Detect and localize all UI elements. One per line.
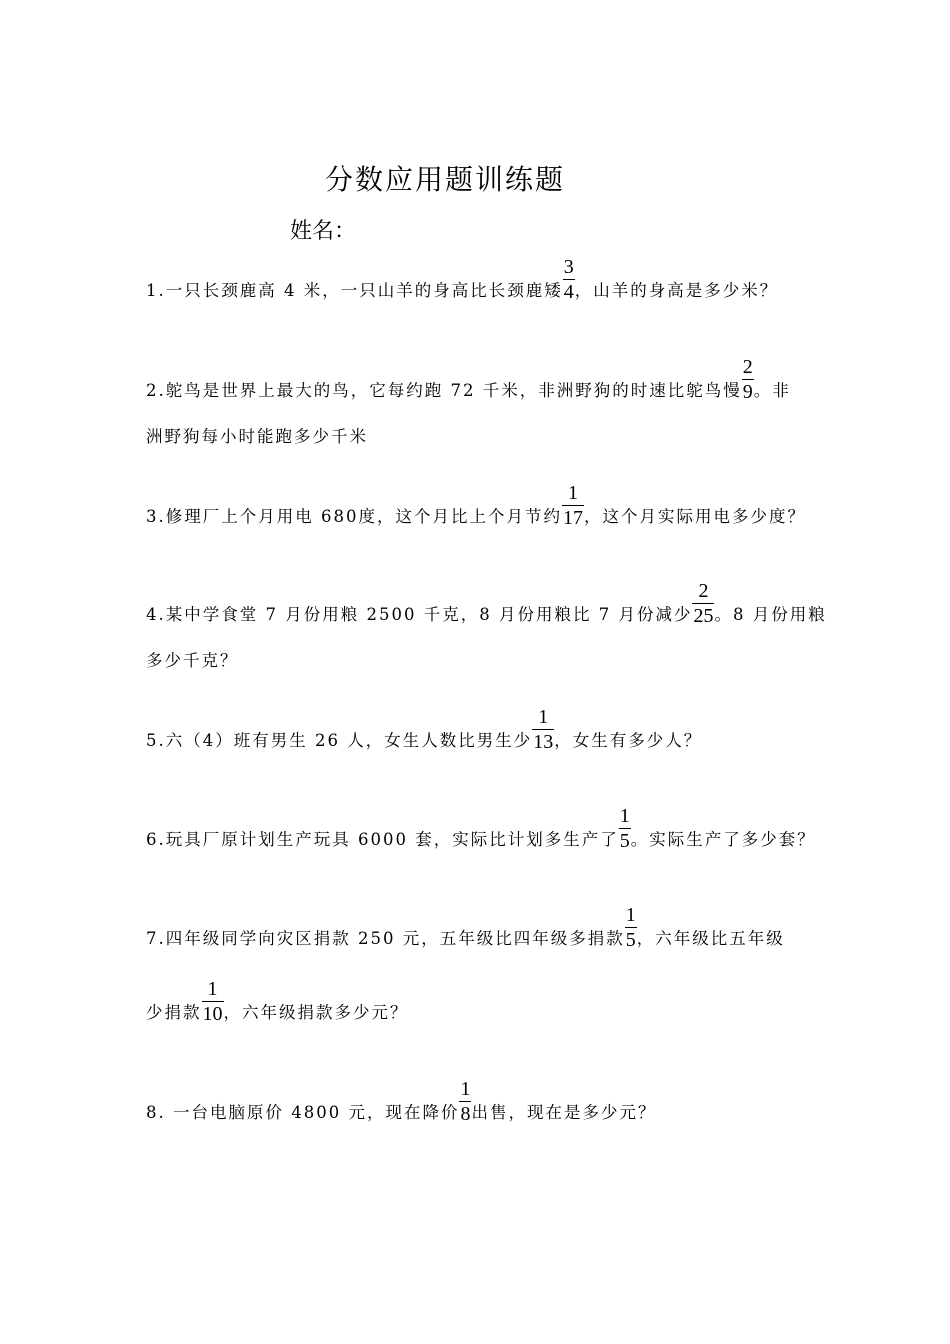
question-text: ，六年级捐款多少元？ — [223, 1003, 409, 1022]
question-3 — [146, 482, 816, 540]
question-text: 1.一只长颈鹿高 4 米，一只山羊的身高比长颈鹿矮 — [146, 281, 563, 300]
fraction-numerator: 2 — [692, 581, 714, 604]
fraction — [563, 256, 575, 314]
fraction-numerator: 1 — [562, 483, 584, 506]
question-text: 3.修理厂上个月用电 680度，这个月比上个月节约 — [146, 507, 562, 526]
question-text: 。非 — [753, 381, 791, 400]
question-text: 出售，现在是多少元？ — [471, 1103, 657, 1122]
fraction — [202, 978, 224, 1036]
question-line — [146, 580, 827, 638]
question-text: 4.某中学食堂 7 月份用粮 2500 千克，8 月份用粮比 7 月份减少 — [146, 605, 693, 624]
question-5 — [146, 706, 816, 764]
name-label: 姓名： — [290, 219, 357, 244]
question-line — [146, 978, 816, 1036]
fraction-numerator: 2 — [742, 356, 753, 378]
fraction-denominator: 4 — [563, 281, 574, 303]
question-continuation: 洲野狗每小时能跑多少千米 — [146, 427, 368, 446]
fraction — [459, 1078, 471, 1136]
question-line — [146, 356, 816, 414]
question-6 — [146, 805, 816, 863]
fraction-denominator: 10 — [202, 1003, 223, 1025]
question-continuation: 多少千克？ — [146, 651, 239, 670]
question-text: 。8 月份用粮 — [714, 605, 827, 624]
question-text: 6.玩具厂原计划生产玩具 6000 套，实际比计划多生产了 — [146, 830, 619, 849]
fraction-denominator: 13 — [533, 731, 554, 753]
question-line — [146, 1078, 816, 1136]
fraction-denominator: 5 — [619, 830, 630, 852]
fraction-numerator: 1 — [625, 904, 636, 926]
question-7-continuation — [146, 978, 816, 1036]
question-line — [146, 256, 816, 314]
question-line — [146, 482, 816, 540]
question-text: ，山羊的身高是多少米？ — [574, 281, 779, 300]
fraction-denominator: 25 — [693, 605, 714, 627]
question-text: ，这个月实际用电多少度？ — [583, 507, 806, 526]
fraction-numerator: 3 — [563, 256, 574, 278]
fraction — [619, 805, 631, 863]
question-line — [146, 904, 816, 962]
fraction-denominator: 5 — [625, 929, 636, 951]
question-text: 。实际生产了多少套？ — [630, 830, 816, 849]
question-text: ，女生有多少人？ — [554, 731, 703, 750]
question-8 — [146, 1078, 816, 1136]
question-text: 8. 一台电脑原价 4800 元，现在降价 — [146, 1103, 460, 1122]
fraction-denominator: 17 — [562, 507, 583, 529]
fraction — [562, 482, 584, 540]
fraction-denominator: 9 — [742, 381, 753, 403]
question-text: ，六年级比五年级 — [636, 929, 785, 948]
question-line — [146, 805, 816, 863]
question-line — [146, 706, 816, 764]
fraction — [692, 580, 714, 638]
question-2 — [146, 356, 816, 460]
fraction-numerator: 1 — [460, 1078, 471, 1100]
question-1 — [146, 256, 816, 314]
fraction — [625, 904, 637, 962]
question-7 — [146, 904, 816, 962]
fraction-numerator: 1 — [202, 979, 224, 1002]
page-title: 分数应用题训练题 — [324, 163, 565, 196]
fraction — [532, 706, 554, 764]
fraction-numerator: 1 — [619, 805, 630, 827]
fraction-denominator: 8 — [460, 1103, 471, 1125]
fraction-numerator: 1 — [532, 707, 554, 730]
question-text: 2.鸵鸟是世界上最大的鸟，它每约跑 72 千米，非洲野狗的时速比鸵鸟慢 — [146, 381, 742, 400]
question-text: 少捐款 — [146, 1003, 202, 1022]
fraction — [742, 356, 754, 414]
question-4 — [146, 580, 827, 684]
question-text: 7.四年级同学向灾区捐款 250 元，五年级比四年级多捐款 — [146, 929, 625, 948]
question-text: 5.六（4）班有男生 26 人，女生人数比男生少 — [146, 731, 533, 750]
